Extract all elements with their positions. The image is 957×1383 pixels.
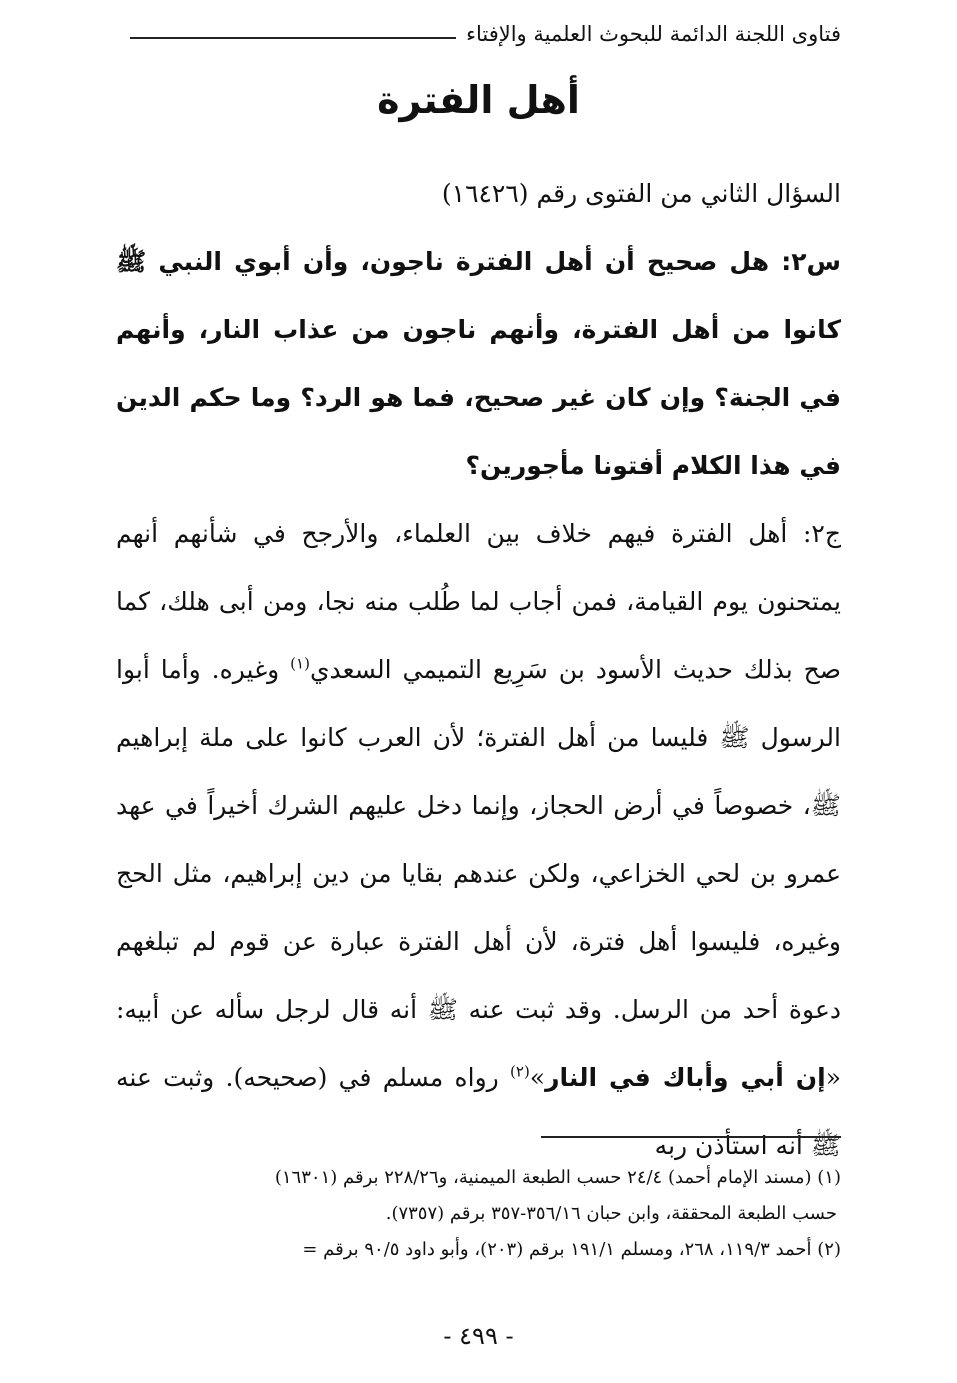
answer-part-2: وغيره. وأما أبوا الرسول ﷺ فليسا من أهل الفترة؛ لأن العرب كانوا على ملة إبراهيم ﷺ، خصوصاً في أرض الحجاز، وإنما دخل عليهم الشرك أخيراً في عهد عمرو بن لحي الخزاعي، ولكن عندهم بقايا من دين إبراهيم، مثل الحج وغيره، فليسوا أهل فترة، لأن أهل الفترة عبارة عن قوم لم تبلغهم دعوة أحد من الرسل. وقد ثبت عنه ﷺ أنه قال لرجل سأله عن أبيه: «: [116, 655, 841, 1092]
answer-part-4: رواه مسلم في (صحيحه). وثبت عنه ﷺ أنه استأذن ربه: [116, 1063, 841, 1160]
footnote-2-marker: (٢): [510, 1062, 530, 1081]
footnote-separator: [541, 1136, 841, 1138]
footnote-1-marker: (١): [290, 654, 310, 673]
answer-part-3: »: [529, 1063, 546, 1092]
running-title: فتاوى اللجنة الدائمة للبحوث العلمية والإفتاء: [466, 22, 841, 46]
body-text: [116, 160, 841, 1180]
footnote-1-line-2: حسب الطبعة المحققة، وابن حبان ٣٥٦/١٦-٣٥٧ برقم (٧٣٥٧).: [385, 1203, 837, 1224]
footnotes: [110, 1160, 841, 1268]
running-header: [130, 22, 841, 46]
page-number: - ٤٩٩ -: [443, 1322, 514, 1350]
answer-part-1: ج٢: أهل الفترة فيهم خلاف بين العلماء، والأرجح في شأنهم أنهم يمتحنون يوم القيامة، فمن أجاب لما طُلب منه نجا، ومن أبى هلك، كما صح بذلك حديث الأسود بن سَرِيع التميمي السعدي: [116, 519, 841, 684]
hadith-quote: إن أبي وأباك في النار: [545, 1063, 826, 1092]
footnote-1-line-1: (١) (مسند الإمام أحمد) ٢٤/٤ حسب الطبعة الميمنية، و٢٢٨/٢٦ برقم (١٦٣٠١): [274, 1167, 841, 1188]
page-title: أهل الفترة: [377, 78, 580, 122]
question-text: س٢: هل صحيح أن أهل الفترة ناجون، وأن أبوي النبي ﷺ كانوا من أهل الفترة، وأنهم ناجون من عذاب النار، وأنهم في الجنة؟ وإن كان غير صحيح، فما هو الرد؟ وما حكم الدين في هذا الكلام أفتونا مأجورين؟: [116, 247, 841, 480]
question-reference: السؤال الثاني من الفتوى رقم (١٦٤٢٦): [441, 179, 841, 208]
header-rule: [130, 37, 456, 39]
footnote-2-line-1: (٢) أحمد ١١٩/٣، ٢٦٨، ومسلم ١٩١/١ برقم (٢٠٣)، وأبو داود ٩٠/٥ برقم =: [302, 1239, 841, 1260]
answer-text: [116, 500, 841, 1180]
